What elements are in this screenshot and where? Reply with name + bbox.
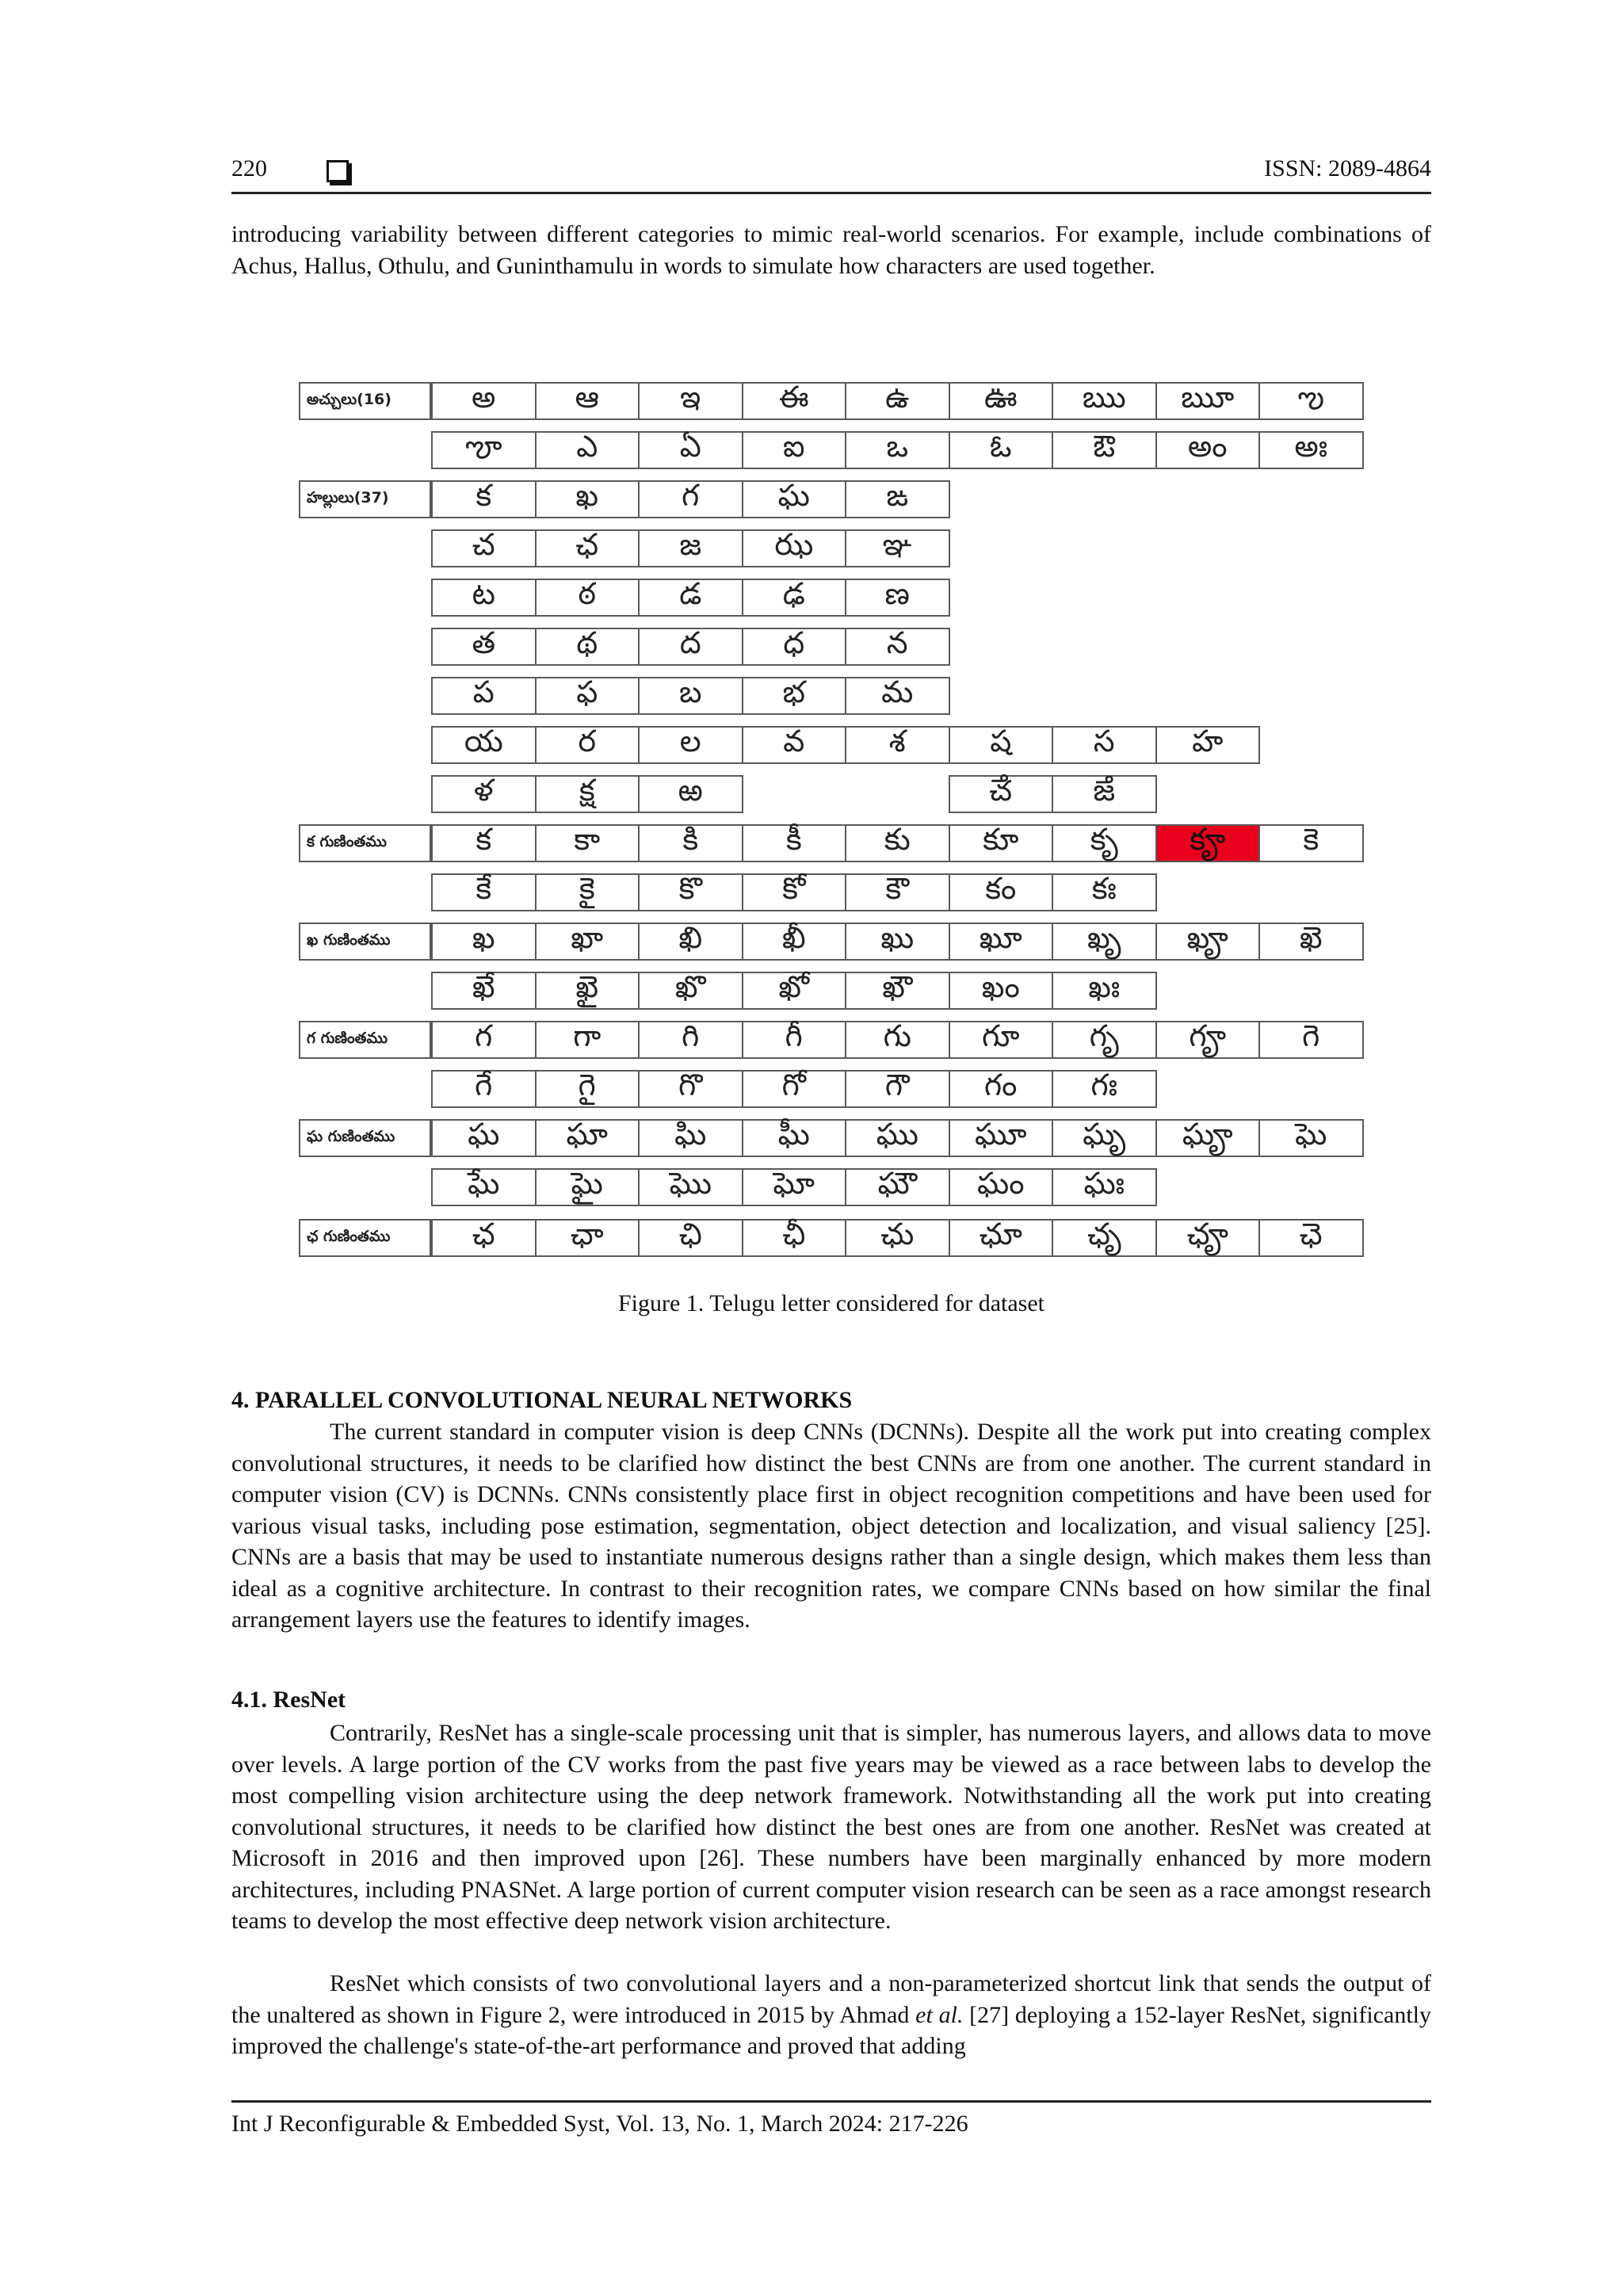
letter-cell: కం xyxy=(949,873,1054,911)
letter-cell: ఢ xyxy=(742,579,847,617)
letter-cell: ఆ xyxy=(535,382,640,420)
letter-cell: ట xyxy=(431,579,537,617)
letter-cell: గౄ xyxy=(1155,1021,1261,1059)
letter-cell: ౠ xyxy=(1155,382,1261,420)
letter-cell: గం xyxy=(949,1070,1054,1108)
letter-cell: కే xyxy=(431,873,537,911)
letter-cell: ఠ xyxy=(535,579,640,617)
letter-cell: గి xyxy=(638,1021,743,1059)
letter-cell: జ xyxy=(638,529,743,567)
letter-cell: కు xyxy=(845,824,950,862)
row-label: ఖ గుణింతము xyxy=(299,923,431,961)
letter-cell: కొ xyxy=(638,873,743,911)
letter-cell: ఙ xyxy=(845,480,950,518)
letter-cell: అ xyxy=(431,382,537,420)
letter-cell: ఞ xyxy=(845,529,950,567)
letter-cell: ఖా xyxy=(535,923,640,961)
letter-cell: ఖ xyxy=(431,923,537,961)
letter-cell: ణ xyxy=(845,579,950,617)
letter-cell: ధ xyxy=(742,628,847,666)
letter-cell: ఛి xyxy=(638,1219,743,1257)
letter-cell: ఖృ xyxy=(1052,923,1157,961)
letter-cell: ఛృ xyxy=(1052,1219,1157,1257)
figure-caption: Figure 1. Telugu letter considered for dataset xyxy=(617,1290,1044,1316)
letter-cell: ఖౄ xyxy=(1155,923,1261,961)
letter-cell: ఘే xyxy=(431,1168,537,1206)
letter-cell: ఘో xyxy=(742,1168,847,1206)
letter-cell: శ xyxy=(845,726,950,764)
letter-cell: ఘీ xyxy=(742,1119,847,1157)
letter-cell: ౘ xyxy=(949,775,1054,813)
letter-cell: ఖొ xyxy=(638,972,743,1010)
letter-cell: ఘ xyxy=(431,1119,537,1157)
letter-cell: ఖు xyxy=(845,923,950,961)
letter-cell: గ xyxy=(431,1021,537,1059)
letter-cell: ర xyxy=(535,726,640,764)
letter-cell: ఖి xyxy=(638,923,743,961)
page-number: 220 xyxy=(231,155,267,181)
letter-cell: గూ xyxy=(949,1021,1054,1059)
letter-cell: కి xyxy=(638,824,743,862)
letter-cell: కా xyxy=(535,824,640,862)
section-paragraph: The current standard in computer vision is deep CNNs (DCNNs). Despite all the work put into creating complex convolutional structures, it needs to be clarified how distinct the best CNNs are from one another. The current standard in computer vision (CV) is DCNNs. CNNs consistently place first in object recognition competitions and have been used for various visual tasks, including pose estimation, segmentation, object detection and localization, and visual saliency [25]. CNNs are a basis that may be used to instantiate numerous designs rather than a single design, which makes them less than ideal as a cognitive architecture. In contrast to their recognition rates, we compare CNNs based on how similar the final arrangement layers use the features to identify images. xyxy=(231,1419,1431,1633)
letter-cell: ఘె xyxy=(1258,1119,1364,1157)
letter-cell: ఛౄ xyxy=(1155,1219,1261,1257)
letter-cell: ఘా xyxy=(535,1119,640,1157)
letter-cell: య xyxy=(431,726,537,764)
letter-cell: ఈ xyxy=(742,382,847,420)
letter-cell: కో xyxy=(742,873,847,911)
letter-cell: గే xyxy=(431,1070,537,1108)
row-label: ఘ గుణింతము xyxy=(299,1119,431,1157)
letter-cell: త xyxy=(431,628,537,666)
square-bullet-icon xyxy=(327,160,349,182)
page-footer: Int J Reconfigurable & Embedded Syst, Vol. 13, No. 1, March 2024: 217-226 xyxy=(231,2100,1431,2137)
letter-cell: ఖః xyxy=(1052,972,1157,1010)
letter-cell: కూ xyxy=(949,824,1054,862)
letter-cell: కృ xyxy=(1052,824,1157,862)
letter-cell: గృ xyxy=(1052,1021,1157,1059)
letter-cell: ఫ xyxy=(535,677,640,715)
letter-cell: గె xyxy=(1258,1021,1364,1059)
letter-cell: గై xyxy=(535,1070,640,1108)
letter-cell-highlighted: కౄ xyxy=(1155,824,1261,862)
letter-cell: ల xyxy=(638,726,743,764)
letter-cell: గొ xyxy=(638,1070,743,1108)
letter-cell: కై xyxy=(535,873,640,911)
row-label: గ గుణింతము xyxy=(299,1021,431,1059)
letter-cell: ళ xyxy=(431,775,537,813)
letter-cell: ఘం xyxy=(949,1168,1054,1206)
letter-cell: ఇ xyxy=(638,382,743,420)
letter-cell: ఎ xyxy=(535,431,640,469)
letter-cell: ఛూ xyxy=(949,1219,1054,1257)
letter-cell: డ xyxy=(638,579,743,617)
intro-paragraph: introducing variability between different categories to mimic real-world scenarios. For example, include combinations of Achus, Hallus, Othulu, and Guninthamulu in words to simulate how characters are used together. xyxy=(231,221,1431,279)
letter-cell: ఒ xyxy=(845,431,950,469)
letter-cell: ఘూ xyxy=(949,1119,1054,1157)
page-header xyxy=(231,155,1431,194)
letter-cell: హ xyxy=(1155,726,1261,764)
letter-cell: ష xyxy=(949,726,1054,764)
letter-cell: కః xyxy=(1052,873,1157,911)
letter-cell: క xyxy=(431,824,537,862)
letter-cell: ఖూ xyxy=(949,923,1054,961)
resnet-paragraph-1: Contrarily, ResNet has a single-scale processing unit that is simpler, has numerous layers, and allows data to move over levels. A large portion of the CV works from the past five years may be viewed as a race between labs to develop the most compelling vision architecture using the deep network framework. Notwithstanding all the work put into creating convolutional structures, it needs to be clarified how distinct the best ones are from one another. ResNet was created at Microsoft in 2016 and then improved upon [26]. These numbers have been marginally enhanced by more modern architectures, including PNASNet. A large portion of current computer vision research can be seen as a race amongst research teams to develop the most effective deep network vision architecture. xyxy=(231,1720,1431,1934)
letter-cell: ఔ xyxy=(1052,431,1157,469)
letter-cell: ఱ xyxy=(638,775,743,813)
letter-cell: ఘృ xyxy=(1052,1119,1157,1157)
subsection-heading: 4.1. ResNet xyxy=(231,1687,346,1713)
letter-cell: థ xyxy=(535,628,640,666)
letter-cell: క్ష xyxy=(535,775,640,813)
letter-cell: ఘ xyxy=(742,480,847,518)
letter-cell: ద xyxy=(638,628,743,666)
letter-cell: ఛె xyxy=(1258,1219,1364,1257)
letter-cell: ఖే xyxy=(431,972,537,1010)
letter-cell: ఓ xyxy=(949,431,1054,469)
letter-cell: న xyxy=(845,628,950,666)
letter-cell: ఘి xyxy=(638,1119,743,1157)
letter-cell: ఉ xyxy=(845,382,950,420)
letter-cell: ఖై xyxy=(535,972,640,1010)
letter-cell: ఛీ xyxy=(742,1219,847,1257)
letter-cell: ఖం xyxy=(949,972,1054,1010)
letter-cell: గ xyxy=(638,480,743,518)
letter-cell: భ xyxy=(742,677,847,715)
letter-cell: కౌ xyxy=(845,873,950,911)
letter-cell: గో xyxy=(742,1070,847,1108)
letter-cell: ఘొ xyxy=(638,1168,743,1206)
telugu-letter-figure xyxy=(299,380,1361,1251)
letter-cell: చ xyxy=(431,529,537,567)
letter-cell: ఛు xyxy=(845,1219,950,1257)
letter-cell: ఐ xyxy=(742,431,847,469)
letter-cell: ఘః xyxy=(1052,1168,1157,1206)
letter-cell: గా xyxy=(535,1021,640,1059)
letter-cell: ప xyxy=(431,677,537,715)
letter-cell: ౡ xyxy=(431,431,537,469)
letter-cell: క xyxy=(431,480,537,518)
row-label: క గుణింతము xyxy=(299,824,431,862)
resnet-paragraph-2: ResNet which consists of two convolutional layers and a non-parameterized shortcut link that sends the output of the unaltered as shown in Figure 2, were introduced in 2015 by Ahmad et al. [27] deploying a 152-layer ResNet, significantly improved the challenge's state-of-the-art performance and proved that adding xyxy=(231,1970,1431,2059)
letter-cell: ఖో xyxy=(742,972,847,1010)
letter-cell: ఋ xyxy=(1052,382,1157,420)
section-heading: 4. PARALLEL CONVOLUTIONAL NEURAL NETWORKS xyxy=(231,1387,853,1413)
row-label: హల్లులు(37) xyxy=(299,480,431,518)
letter-cell: ౙ xyxy=(1052,775,1157,813)
letter-cell: గీ xyxy=(742,1021,847,1059)
letter-cell: ఌ xyxy=(1258,382,1364,420)
letter-cell: గు xyxy=(845,1021,950,1059)
letter-cell: ఊ xyxy=(949,382,1054,420)
letter-cell: ఛ xyxy=(535,529,640,567)
letter-cell: ఛా xyxy=(535,1219,640,1257)
letter-cell: ఏ xyxy=(638,431,743,469)
letter-cell: గౌ xyxy=(845,1070,950,1108)
letter-cell: ఘు xyxy=(845,1119,950,1157)
row-label: ఛ గుణింతము xyxy=(299,1219,431,1257)
letter-cell: అం xyxy=(1155,431,1261,469)
letter-cell: ఛ xyxy=(431,1219,537,1257)
letter-cell: గః xyxy=(1052,1070,1157,1108)
letter-cell: ఖ xyxy=(535,480,640,518)
letter-cell: ఖీ xyxy=(742,923,847,961)
letter-cell: బ xyxy=(638,677,743,715)
letter-cell: ఘై xyxy=(535,1168,640,1206)
letter-cell: మ xyxy=(845,677,950,715)
letter-cell: ఖౌ xyxy=(845,972,950,1010)
letter-cell: ఘౄ xyxy=(1155,1119,1261,1157)
letter-cell: ఘౌ xyxy=(845,1168,950,1206)
letter-cell: స xyxy=(1052,726,1157,764)
letter-cell: ఝ xyxy=(742,529,847,567)
row-label: అచ్చులు(16) xyxy=(299,382,431,420)
issn: ISSN: 2089-4864 xyxy=(1264,155,1431,181)
letter-cell: వ xyxy=(742,726,847,764)
letter-cell: కీ xyxy=(742,824,847,862)
letter-cell: ఖె xyxy=(1258,923,1364,961)
letter-cell: కె xyxy=(1258,824,1364,862)
letter-cell: అః xyxy=(1258,431,1364,469)
